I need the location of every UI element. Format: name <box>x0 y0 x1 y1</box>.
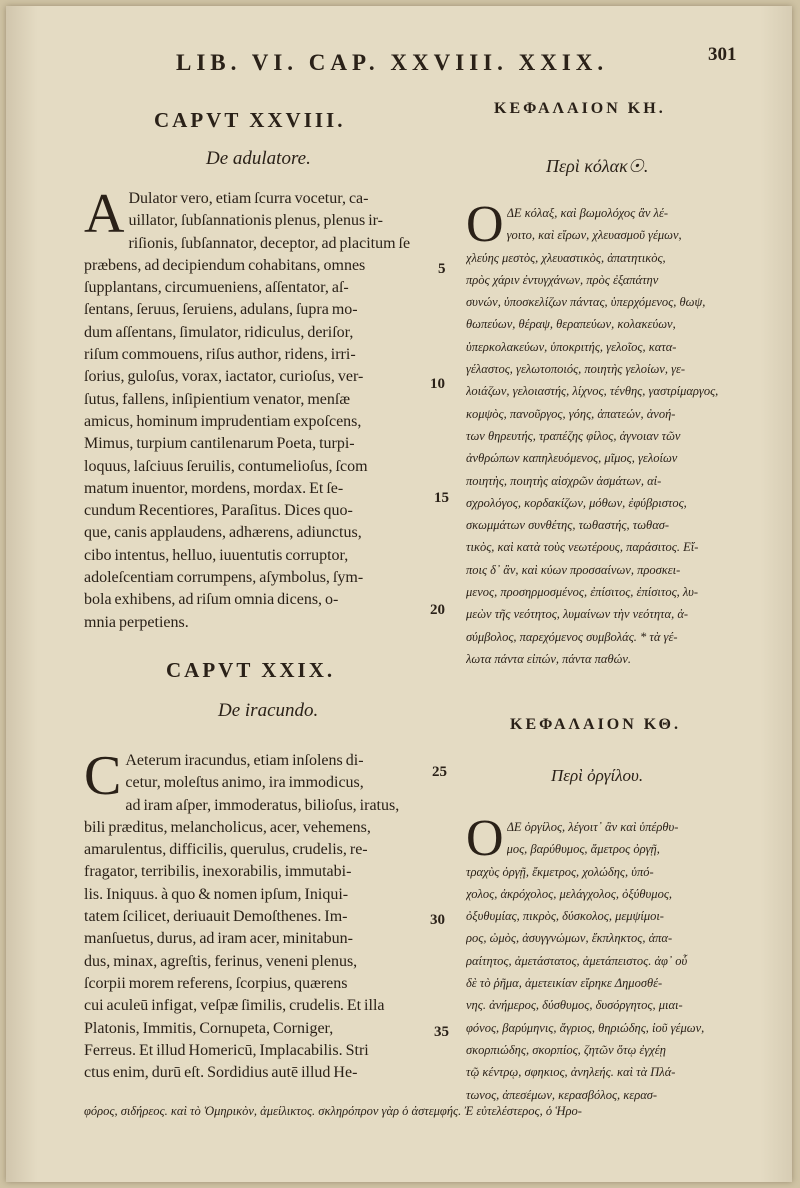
text-line: ποις δ᾽ ἂν, καὶ κύων προσσαίνων, προσκει- <box>466 562 681 577</box>
text-line: Ferreus. Et illud Homericū, Implacabilis. Stri <box>84 1041 369 1059</box>
text-line: χλεύης μεστὸς, χλευαστικὸς, ἀπατητικὸς, <box>466 250 666 265</box>
text-line: amicus, hominum imprudentiam expoſcens, <box>84 412 362 430</box>
text-line: πρὸς χάριν ἐντυγχάνων, πρὸς ἐξαπάτην <box>466 272 659 287</box>
text-line: λοιάζων, γελοιαστής, λίχνος, τένθης, γαστρίμαργος, <box>466 384 719 399</box>
chapter-29-subtitle-latin: De iracundo. <box>218 700 319 721</box>
chapter-29-subtitle-greek: Περὶ ὀργίλου. <box>551 766 644 785</box>
text-line: ſentans, ſeruus, ſeruiens, adulans, ſupra mo- <box>84 301 358 319</box>
text-line: ad iram aſper, immoderatus, bilioſus, iratus, <box>125 796 400 814</box>
text-line: ſorius, guloſus, vorax, iactator, curioſus, ver- <box>84 368 364 386</box>
text-line: ctus enim, durū eſt. Sordidius autē illud He- <box>84 1064 358 1082</box>
text-line: σύμβολος, παρεχόμενος συμβολάς. * τὰ γέ- <box>466 629 678 644</box>
text-line: ποιητὴς, ποιητὴς αἰσχρῶν ἀσμάτων, αἰ- <box>466 473 662 488</box>
drop-cap: Ο <box>466 196 504 253</box>
line-number: 5 <box>438 261 446 277</box>
text-line: φόνος, βαρύμηνις, ἄγριος, θηριώδης, ἰοῦ γέμων, <box>466 1020 705 1035</box>
chapter-28-subtitle-latin: De adulatore. <box>206 148 311 169</box>
text-line: ὀξυθυμίας, πικρὸς, δύσκολος, μεμψίμοι- <box>466 909 664 924</box>
chapter-28-title-greek: ΚΕΦΑΛΑΙΟΝ ΚΗ. <box>494 100 666 117</box>
chapter-28-latin-text <box>84 183 436 634</box>
text-line: τωνος, ἀπεσέμων, κερασβόλος, κερασ- <box>466 1087 658 1102</box>
text-line: μεὼν τῆς νεότητος, λυμαίνων τὴν νεότητα, ἀ- <box>466 607 689 622</box>
text-line: cibo intentus, helluo, iuuentutis corruptor, <box>84 546 349 564</box>
text-line: γέλαστος, γελωτοποιός, ποιητὴς γελοίων, γε- <box>466 362 686 377</box>
drop-cap: C <box>84 745 122 807</box>
text-line: χολος, ἀκρόχολος, μελάγχολος, ὀξύθυμος, <box>466 886 673 901</box>
text-line: ſcorpii morem referens, ſcorpius, quærens <box>84 974 348 992</box>
chapter-28-title-latin: CAPVT XXVIII. <box>154 108 346 132</box>
text-line: cetur, moleſtus animo, ira immodicus, <box>125 774 364 792</box>
chapter-29-greek-text <box>466 810 786 1106</box>
text-line: Aeterum iracundus, etiam inſolens di- <box>125 752 364 769</box>
chapter-28-subtitle-greek: Περὶ κόλακ☉. <box>546 156 649 176</box>
text-line: Dulator vero, etiam ſcurra vocetur, ca- <box>128 190 369 207</box>
text-line: τικὸς, καὶ κατὰ τοὺς νεωτέρους, παράσιτος. Εἴ- <box>466 540 699 555</box>
text-line: tatem ſcilicet, deriuauit Demoſthenes. Im- <box>84 908 348 926</box>
text-line: ὑπερκολακεύων, ὑποκριτής, γελοῖος, κατα- <box>466 339 677 354</box>
chapter-29-latin-text <box>84 745 436 1084</box>
text-line: cui aculeū infigat, veſpæ ſimilis, crudelis. Et illa <box>84 997 385 1015</box>
text-line: dum aſſentans, ſimulator, ridiculus, deriſor, <box>84 323 354 341</box>
text-line: σκωμμάτων συνθέτης, τωθαστής, τωθασ- <box>466 518 670 533</box>
text-line: cundum Recentiores, Paraſitus. Dices quo- <box>84 502 353 520</box>
text-line: κομψὸς, πανοῦργος, γόης, ἀπατεών, ἀνοή- <box>466 406 676 421</box>
chapter-29-title-greek: ΚΕΦΑΛΑΙΟΝ ΚΘ. <box>510 716 681 733</box>
text-line: δὲ τὸ ῥῆμα, ἀμετεικίαν εἴρηκε Δημοσθέ- <box>466 976 663 991</box>
text-line: ΔΕ κόλαξ, καὶ βωμολόχος ἂν λέ- <box>506 206 669 220</box>
text-line: bili præditus, melancholicus, acer, vehemens, <box>84 818 371 836</box>
line-number: 35 <box>434 1024 449 1040</box>
text-line: mnia perpetiens. <box>84 613 189 631</box>
text-line: bola exhibens, ad riſum omnia dicens, o- <box>84 591 339 609</box>
text-line: λωτα πάντα εἰπών, πάντα παθών. <box>466 651 632 666</box>
text-line: Mimus, turpium cantilenarum Poeta, turpi- <box>84 435 355 453</box>
text-line: ΔΕ ὀργίλος, λέγοιτ᾽ ἂν καὶ ὑπέρθυ- <box>506 820 679 834</box>
text-line: amarulentus, difficilis, querulus, crudelis, re- <box>84 841 368 859</box>
running-head: LIB. VI. CAP. XXVIII. XXIX. <box>176 50 609 75</box>
page-number: 301 <box>708 44 737 65</box>
text-line: præbens, ad decipiendum cohabitans, omnes <box>84 256 366 274</box>
text-line: matum inuentor, mordens, mordax. Et ſe- <box>84 479 344 497</box>
text-line: συνών, ὑποσκελίζων πάντας, ὑπερχόμενος, θωψ, <box>466 295 706 310</box>
text-line: ſupplantans, circumueniens, aſſentator, aſ- <box>84 279 349 297</box>
text-line: manſuetus, durus, ad iram acer, minitabun- <box>84 930 353 948</box>
text-line: γοιτο, καὶ εἴρων, χλευασμοῦ γέμων, <box>506 228 682 243</box>
text-line: νης. ἀνήμερος, δύσθυμος, δυσόργητος, μιαι- <box>466 998 683 1013</box>
drop-cap: Ο <box>466 810 504 867</box>
text-line: lis. Iniquus. à quo & nomen ipſum, Iniqui- <box>84 885 349 903</box>
text-line: των θηρευτής, τραπέζης φίλος, ἀγνοιαν τῶν <box>466 428 681 443</box>
text-line: que, canis applaudens, adhærens, adiunctus, <box>84 524 362 542</box>
line-number: 25 <box>432 764 447 780</box>
text-line: μενος, προσηρμοσμένος, ἐπίσιτος, ἐπίσιτος, λυ- <box>466 585 698 600</box>
line-number: 10 <box>430 376 445 392</box>
text-line: riſum commouens, riſus author, ridens, irri- <box>84 346 356 364</box>
text-line: θωπεύων, θέραψ, θεραπεύων, κολακεύων, <box>466 317 676 332</box>
text-line: Platonis, Immitis, Cornupeta, Corniger, <box>84 1019 334 1037</box>
text-line: loquus, laſciuus ſeruilis, contumelioſus, ſcom <box>84 457 368 475</box>
line-number: 30 <box>430 912 445 928</box>
text-line: uillator, ſubſannationis plenus, plenus ir- <box>128 212 384 230</box>
chapter-29-title-latin: CAPVT XXIX. <box>166 658 336 682</box>
text-line: σχρολόγος, κορδακίζων, μόθων, ἐφύβριστος, <box>466 495 687 510</box>
footer-greek-line: φόρος, σιδήρεος. καὶ τὸ Ὁμηρικὸν, ἀμείλικτος. σκληρόπρον γὰρ ὁ ἀστεμφής. Ἐ εὐτελέστερος, ὁ Ἡρο- <box>84 1104 582 1118</box>
chapter-28-greek-text <box>466 196 786 670</box>
book-page <box>6 6 792 1182</box>
text-line: ραίτητος, ἀμετάστατος, ἀμετάπειστος. ἀφ᾽ οὗ <box>466 953 688 968</box>
text-line: τῷ κέντρῳ, σφηκιος, ἀνηλεής. καὶ τὰ Πλά- <box>466 1065 676 1080</box>
text-line: fragator, terribilis, inexorabilis, immutabi- <box>84 863 352 881</box>
text-line: ſutus, fallens, inſipientium venator, menſæ <box>84 390 350 408</box>
drop-cap: A <box>84 183 125 245</box>
text-line: adoleſcentiam corrumpens, aſymbolus, ſym- <box>84 569 364 587</box>
line-number: 20 <box>430 602 445 618</box>
text-line: μος, βαρύθυμος, ἄμετρος ὀργῇ, <box>506 842 660 857</box>
text-line: ἀνθρώπων καπηλευόμενος, μῖμος, γελοίων <box>466 451 678 466</box>
text-line: σκορπιώδης, σκορπίος, ζητῶν ὅτῳ ἐγχέῃ <box>466 1042 666 1057</box>
text-line: riſionis, ſubſannator, deceptor, ad placitum ſe <box>128 234 411 252</box>
text-line: ρος, ὠμὸς, ἀσυγγνώμων, ἔκπληκτος, ἀπα- <box>466 931 673 946</box>
line-number: 15 <box>434 490 449 506</box>
text-line: dus, minax, agreſtis, ferinus, veneni plenus, <box>84 952 358 970</box>
text-line: τραχὺς ὀργῇ, ἔκμετρος, χολώδης, ὑπό- <box>466 864 654 879</box>
